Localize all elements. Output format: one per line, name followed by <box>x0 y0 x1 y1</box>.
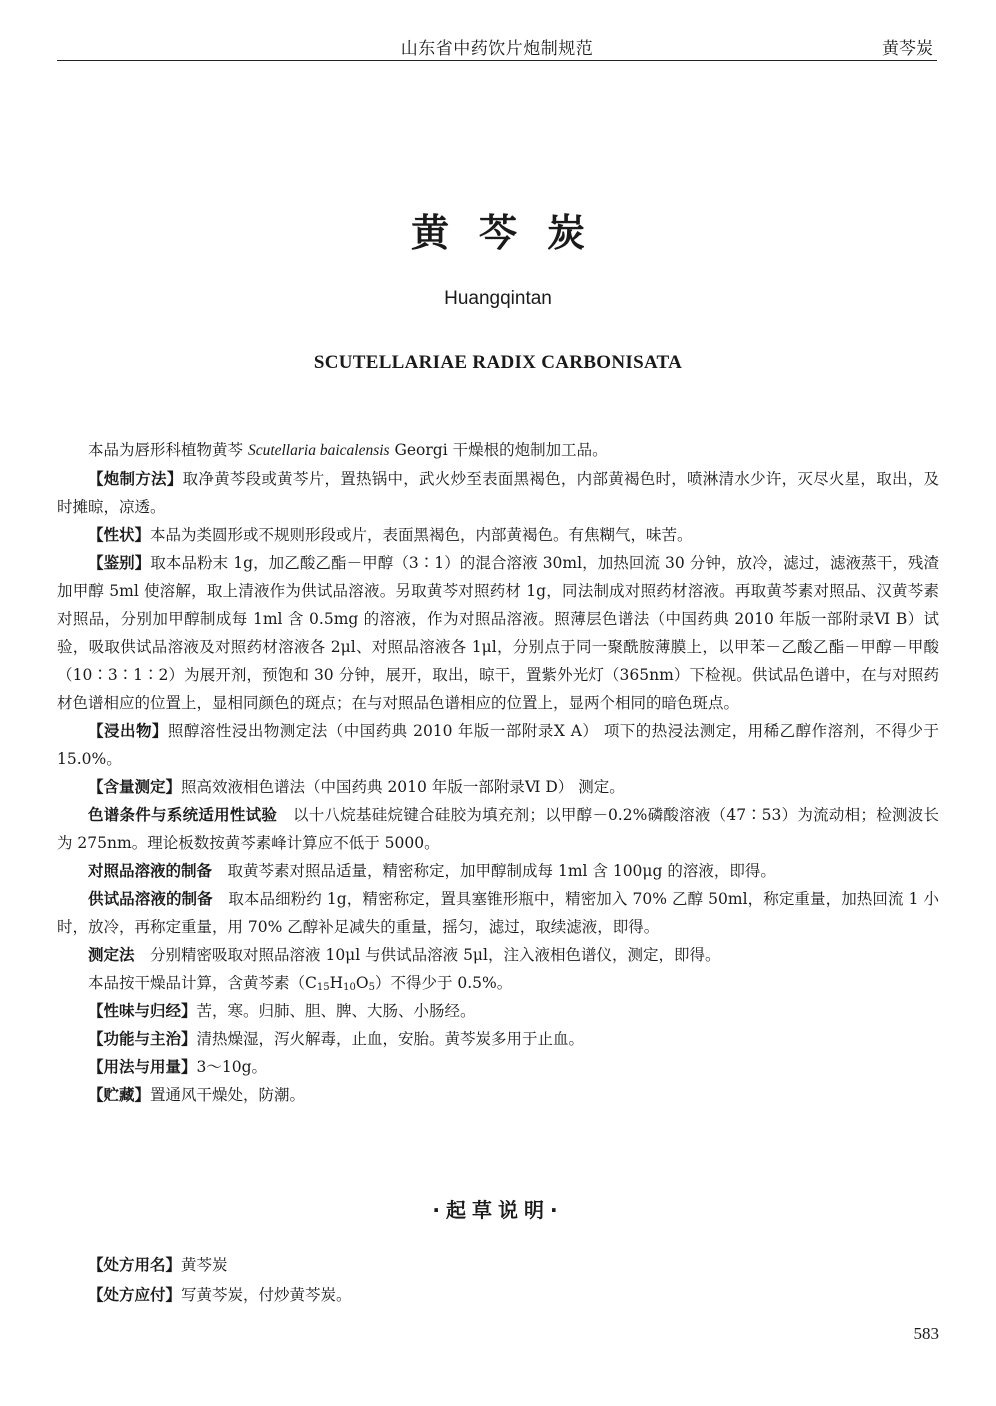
section-label: 【用法与用量】 <box>88 1058 197 1076</box>
section-label: 【浸出物】 <box>88 722 168 740</box>
monograph-title: 黄芩炭 <box>410 211 615 255</box>
description-section: 【性状】本品为类圆形或不规则形段或片，表面黑褐色，内部黄褐色。有焦糊气，味苦。 <box>88 526 693 544</box>
drafting-notes-title: ·起草说明· <box>432 1198 564 1222</box>
reference-solution-section: 对照品溶液的制备 取黄芩素对照品适量，精密称定，加甲醇制成每 1ml 含 100μg 的溶液，即得。 <box>88 862 776 880</box>
function-section: 【功能与主治】清热燥湿，泻火解毒，止血，安胎。黄芩炭多用于止血。 <box>88 1030 585 1048</box>
species-name: Scutellaria baicalensis <box>247 442 390 459</box>
dosage-section: 【用法与用量】3～10g。 <box>88 1058 268 1076</box>
book-title: 山东省中药饮片炮制规范 <box>400 39 594 59</box>
page-header <box>57 30 937 60</box>
page-number: 583 <box>913 1324 939 1343</box>
test-solution-section: 供试品溶液的制备 取本品细粉约 1g，精密称定，置具塞锥形瓶中，精密加入 70% 乙醇 50ml，称定重量，加热回流 1 小时，放冷，再称定重量，用 70% 乙醇补足减失的重量，摇匀，滤过，取续滤液，即得。 <box>57 890 939 936</box>
drafting-notes <box>57 1250 939 1310</box>
intro-paragraph: 本品为唇形科植物黄芩 Scutellaria baicalensis Georgi 干燥根的炮制加工品。 <box>88 441 608 459</box>
dispensing-section: 【处方应付】写黄芩炭，付炒黄芩炭。 <box>88 1286 352 1304</box>
assay-section: 【含量测定】照高效液相色谱法（中国药典 2010 年版一部附录Ⅵ D） 测定。 <box>88 778 625 796</box>
section-label: 【贮藏】 <box>88 1086 151 1104</box>
section-label: 【功能与主治】 <box>88 1030 197 1048</box>
method-section: 测定法 分别精密吸取对照品溶液 10μl 与供试品溶液 5μl，注入液相色谱仪，测定，即得。 <box>88 946 721 964</box>
extract-section: 【浸出物】照醇溶性浸出物测定法（中国药典 2010 年版一部附录Ⅹ A） 项下的热浸法测定，用稀乙醇作溶剂，不得少于 15.0%。 <box>57 722 939 768</box>
section-label: 【性味与归经】 <box>88 1002 197 1020</box>
chromatography-section: 色谱条件与系统适用性试验 以十八烷基硅烷键合硅胶为填充剂；以甲醇－0.2%磷酸溶液（47∶53）为流动相；检测波长为 275nm。理论板数按黄芩素峰计算应不低于 5000。 <box>57 806 939 852</box>
storage-section: 【贮藏】置通风干燥处，防潮。 <box>88 1086 306 1104</box>
section-label: 【处方用名】 <box>88 1256 182 1274</box>
section-label: 【含量测定】 <box>88 778 182 796</box>
running-title: 黄芩炭 <box>882 39 933 59</box>
identification-section: 【鉴别】取本品粉末 1g，加乙酸乙酯－甲醇（3∶1）的混合溶液 30ml，加热回流 30 分钟，放冷，滤过，滤液蒸干，残渣加甲醇 5ml 使溶解，取上清液作为供试品溶液。另取黄芩对照药材 1g，同法制成对照药材溶液。再取黄芩素对照品、汉黄芩素对照品，分别加甲醇制成每 1ml 含 0.5mg 的溶液，作为对照品溶液。照薄层色谱法（中国药典 2010 年版一部附录Ⅵ B）试验，吸取供试品溶液及对照药材溶液各 2μl、对照品溶液各 1μl，分别点于同一聚酰胺薄膜上，以甲苯－乙酸乙酯－甲醇－甲酸（10∶3∶1∶2）为展开剂，预饱和 30 分钟，展开，取出，晾干，置紫外光灯（365nm）下检视。供试品色谱中，在与对照药材色谱相应的位置上，显相同颜色的斑点；在与对照品色谱相应的位置上，显两个相同的暗色斑点。 <box>57 554 939 712</box>
section-label: 【鉴别】 <box>88 554 151 572</box>
section-label: 色谱条件与系统适用性试验 <box>88 806 278 824</box>
section-label: 【处方应付】 <box>88 1286 182 1304</box>
header-divider <box>57 60 937 61</box>
pinyin-name: Huangqintan <box>444 288 552 309</box>
content-limit: 本品按干燥品计算，含黄芩素$(C_{15}H_{10}O_5)$不得少于 0.5%。 <box>88 974 513 993</box>
section-label: 对照品溶液的制备 <box>88 862 213 880</box>
section-label: 【炮制方法】 <box>88 470 183 488</box>
nature-section: 【性味与归经】苦，寒。归肺、胆、脾、大肠、小肠经。 <box>88 1002 476 1020</box>
prescription-name-section: 【处方用名】黄芩炭 <box>88 1256 228 1274</box>
section-label: 测定法 <box>88 946 135 964</box>
section-label: 供试品溶液的制备 <box>88 890 213 908</box>
section-label: 【性状】 <box>88 526 151 544</box>
processing-section: 【炮制方法】取净黄芩段或黄芩片，置热锅中，武火炒至表面黑褐色，内部黄褐色时，喷淋清水少许，灭尽火星，取出，及时摊晾，凉透。 <box>57 470 939 516</box>
monograph-body <box>57 436 939 1109</box>
latin-name: SCUTELLARIAE RADIX CARBONISATA <box>313 352 683 373</box>
